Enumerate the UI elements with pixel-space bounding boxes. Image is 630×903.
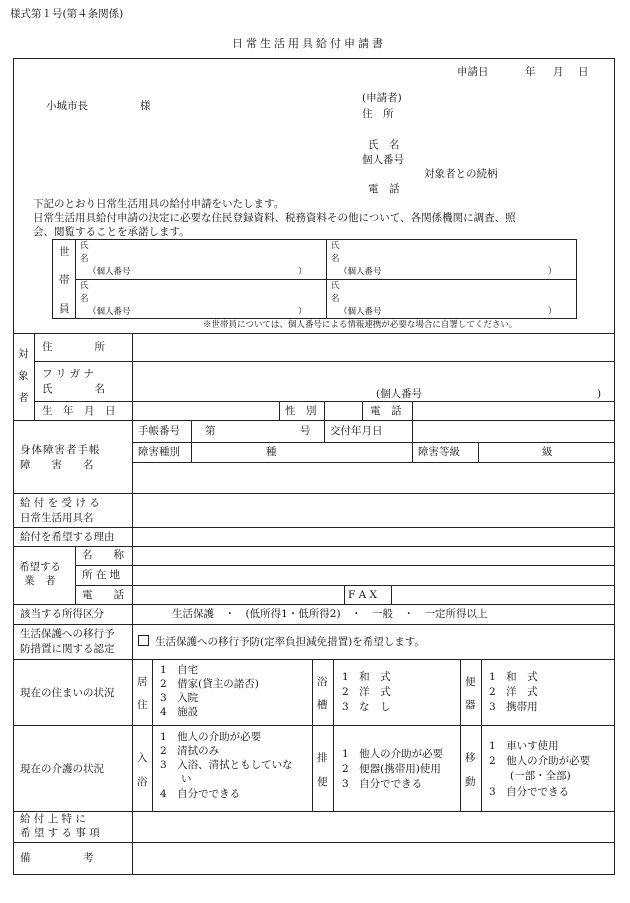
transition-text: 生活保護への移行予防(定率負担減免措置)を希望します。 (155, 636, 425, 648)
housing-label: 現在の住まいの状況 (20, 687, 115, 699)
vendor-phone-label: 電 話 (82, 589, 124, 601)
vendor-label-2: 業 者 (24, 575, 56, 587)
member3-name-bottom: 名 (80, 294, 89, 304)
member4-number-label: （個人番号 (339, 307, 382, 317)
bathing-label-1: 入 (137, 752, 148, 764)
special-request-label-1: 給 付 上 特 に (20, 813, 86, 825)
member1-name-bottom: 名 (80, 254, 89, 264)
income-label: 該当する所得区分 (20, 608, 104, 620)
residence-option: 3 入院 (160, 692, 199, 704)
excretion-option: 3 自分でできる (342, 778, 423, 790)
member4-name-top: 氏 (331, 281, 340, 291)
bathing-option: 4 自分でできる (160, 788, 241, 800)
toilet-option: 1 和 式 (489, 671, 538, 683)
disability-grade-kyu: 級 (542, 446, 553, 458)
issue-date-label: 交付年月日 (330, 425, 383, 437)
toilet-option: 2 洋 式 (489, 686, 538, 698)
honorific: 様 (140, 100, 151, 112)
birthdate-label: 生 年 月 日 (42, 405, 116, 417)
bathing-label-2: 浴 (137, 776, 148, 788)
disability-label-2: 障 害 名 (20, 459, 94, 471)
toilet-label-2: 器 (465, 699, 476, 711)
equipment-label-2: 日常生活用具名 (20, 512, 94, 524)
disability-type-label: 障害種別 (138, 446, 180, 458)
member2-close-paren: ） (548, 267, 557, 277)
member2-number-label: （個人番号 (339, 267, 382, 277)
subject-side-2: 象 (18, 370, 29, 382)
year-label: 年 (525, 66, 536, 78)
application-date-label: 申請日 (457, 66, 489, 78)
applicant-label: (申請者) (362, 92, 402, 104)
subject-personal-number-close: ) (597, 388, 602, 400)
handbook-dai: 第 (205, 425, 216, 437)
page-title: 日常生活用具給付申請書 (232, 37, 386, 50)
bath-option: 2 洋 式 (342, 686, 391, 698)
bath-option: 3 な し (342, 701, 391, 713)
member2-name-top: 氏 (331, 241, 340, 251)
residence-option: 1 自宅 (160, 664, 199, 676)
vendor-location-label: 所 在 地 (82, 569, 121, 581)
transition-option (138, 635, 425, 648)
member4-close-paren: ） (548, 307, 557, 317)
applicant-name-label: 氏 名 (368, 139, 400, 151)
subject-side-3: 者 (18, 392, 29, 404)
sex-label: 性 別 (285, 405, 317, 417)
bathing-option: 3 入浴、清拭ともしていな (160, 759, 293, 771)
form-number: 様式第１号(第４条関係) (10, 8, 124, 20)
residence-option: 2 借家(貸主の諾否) (160, 678, 259, 690)
mobility-label-2: 動 (465, 776, 476, 788)
household-label-3: 員 (59, 303, 70, 315)
member2-name-bottom: 名 (331, 254, 340, 264)
subject-furigana-label: フ リ ガ ナ (42, 368, 95, 380)
transition-checkbox[interactable] (138, 635, 149, 646)
household-label-2: 帯 (59, 274, 70, 286)
member3-name-top: 氏 (80, 281, 89, 291)
income-options: 生活保護 ・ (低所得1・低所得2) ・ 一般 ・ 一定所得以上 (172, 608, 488, 620)
applicant-personal-number-label: 個人番号 (362, 154, 404, 166)
transition-label-1: 生活保護への移行予 (20, 628, 115, 640)
day-label: 日 (578, 66, 589, 78)
applicant-address-label: 住 所 (362, 108, 394, 120)
subject-name-label: 氏 名 (42, 383, 105, 395)
member1-close-paren: ） (298, 267, 307, 277)
mobility-option: 1 車いす使用 (489, 740, 559, 752)
vendor-fax-label: F A X (348, 589, 378, 601)
member1-number-label: （個人番号 (88, 267, 131, 277)
toilet-option: 3 携帯用 (489, 701, 538, 713)
statement-2: 日常生活用具給付申請の決定に必要な住民登録資料、税務資料その他について、各関係機関に調査、照 (33, 212, 516, 224)
excretion-option: 1 他人の介助が必要 (342, 748, 444, 760)
applicant-phone-label: 電 話 (368, 183, 400, 195)
transition-label-2: 防措置に関する認定 (20, 643, 115, 655)
handbook-number-label: 手帳番号 (138, 425, 180, 437)
addressee: 小城市長 (46, 100, 88, 112)
excretion-label-1: 排 (317, 752, 328, 764)
disability-type-shu: 種 (266, 446, 277, 458)
mobility-label-1: 移 (465, 752, 476, 764)
residence-label-1: 居 (137, 676, 148, 688)
mobility-option: (一部・全部) (489, 770, 571, 782)
equipment-label-1: 給 付 を 受 け る (20, 497, 100, 509)
handbook-go: 号 (300, 425, 311, 437)
toilet-label-1: 便 (465, 676, 476, 688)
household-label-1: 世 (59, 246, 70, 258)
residence-option: 4 施設 (160, 706, 199, 718)
subject-personal-number-label: (個人番号 (376, 388, 423, 400)
bathing-option: 2 清拭のみ (160, 745, 220, 757)
disability-grade-label: 障害等級 (418, 446, 460, 458)
disability-label-1: 身体障害者手帳 (20, 444, 101, 456)
mobility-option: 2 他人の介助が必要 (489, 755, 591, 767)
member4-name-bottom: 名 (331, 294, 340, 304)
bathing-option: 1 他人の介助が必要 (160, 731, 262, 743)
residence-label-2: 住 (137, 699, 148, 711)
statement-1: 下記のとおり日常生活用具の給付申請をいたします。 (33, 198, 285, 210)
month-label: 月 (553, 66, 564, 78)
vendor-label-1: 希望する (19, 561, 61, 573)
bath-option: 1 和 式 (342, 671, 391, 683)
member3-close-paren: ） (298, 307, 307, 317)
subject-address-label: 住 所 (42, 341, 105, 353)
member3-number-label: （個人番号 (88, 307, 131, 317)
notes-label: 備 考 (20, 852, 94, 864)
subject-phone-label: 電 話 (370, 405, 402, 417)
bath-label-1: 浴 (317, 676, 328, 688)
member1-name-top: 氏 (80, 241, 89, 251)
subject-side-1: 対 (18, 348, 29, 360)
vendor-name-label: 名 称 (82, 549, 124, 561)
relation-label: 対象者との続柄 (424, 168, 498, 180)
mobility-option: 3 自分でできる (489, 786, 570, 798)
bathing-option: い (160, 773, 192, 785)
bath-label-2: 槽 (317, 699, 328, 711)
excretion-label-2: 便 (317, 776, 328, 788)
excretion-option: 2 便器(携帯用)使用 (342, 763, 441, 775)
reason-label: 給付を希望する理由 (20, 531, 115, 543)
care-label: 現在の介護の状況 (20, 763, 104, 775)
special-request-label-2: 希 望 す る 事 項 (20, 827, 100, 839)
statement-3: 会、閲覧することを承諾します。 (33, 226, 190, 238)
household-note: ※世帯員については、個人番号による情報連携が必要な場合に自署してください。 (203, 320, 518, 330)
